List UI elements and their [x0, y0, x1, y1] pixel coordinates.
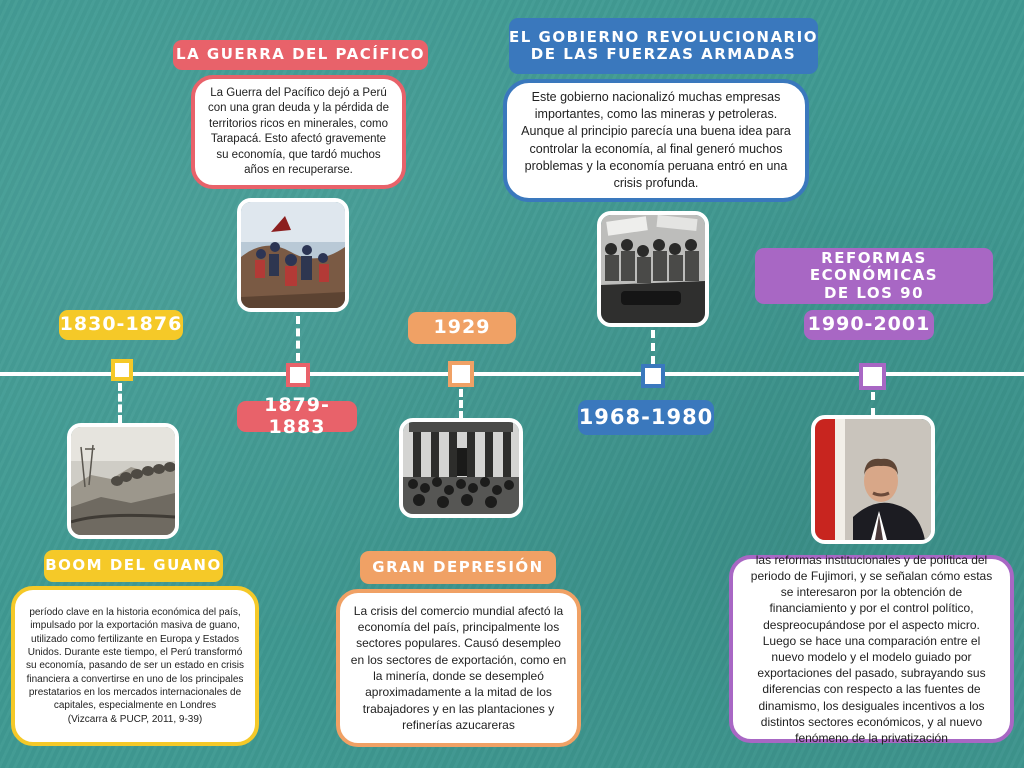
- event-card-pacifico: [191, 75, 406, 189]
- photo-pacifico: [237, 198, 349, 312]
- event-text-guano: período clave en la historia económica del país, impulsado por la exportación masiva de guano, utilizado como fertilizante en Europa y Estados Unidos. Durante este tiempo, el Perú transformó su economía, pasando de ser un estado en crisis financiera a convertirse en uno de los principales prestatarios en los mercados internacionales de capitales, especialmente en Londres (Vizcarra & PUCP, 2011, 9-39): [26, 607, 244, 725]
- timeline-marker-guano: [111, 359, 133, 381]
- event-title-guano: BOOM DEL GUANO: [44, 550, 223, 582]
- event-title-reformas-line1: REFORMAS ECONÓMICAS: [809, 249, 939, 285]
- connector-gobierno: [651, 330, 655, 364]
- connector-pacifico: [296, 316, 300, 361]
- photo-guano: [67, 423, 179, 539]
- connector-guano: [118, 383, 122, 423]
- event-title-depresion: GRAN DEPRESIÓN: [360, 551, 556, 584]
- event-text-reformas: las reformas institucionales y de política del periodo de Fujimori, y se señalan cómo estas se interesaron por la obtención de financiamiento y por el control político, despreocupándose por el aspecto micro. Luego se hace una comparación entre el nuevo modelo y el modelo guiado por exportaciones del pasado, subrayando sus diferencias con respecto a las fuentes de dinamismo, los desiguales incentivos a los distintos sectores económicos, y al nuevo fenómeno de la privatización: [750, 552, 993, 746]
- event-title-gobierno: [509, 18, 818, 74]
- event-text-depresion: La crisis del comercio mundial afectó la economía del país, principalmente los sectores populares. Causó desempleo en los sectores de exportación, como en la minería, donde se desempleó aproximadamente a la mitad de los trabajadores y en las plantaciones y refinerías azucareras: [350, 603, 567, 732]
- event-card-reformas: [729, 552, 1014, 746]
- photo-reformas: [811, 415, 935, 544]
- timeline-marker-depresion: [448, 361, 474, 387]
- event-title-gobierno-line1: EL GOBIERNO REVOLUCIONARIO: [509, 27, 818, 46]
- photo-gobierno: [597, 211, 709, 327]
- event-title-gobierno-line2: DE LAS FUERZAS ARMADAS: [530, 45, 797, 63]
- event-card-guano: [11, 586, 259, 746]
- event-title-reformas: [755, 248, 993, 304]
- timeline-marker-reformas: [859, 363, 886, 390]
- event-text-gobierno: Este gobierno nacionalizó muchas empresas importantes, como las mineras y petroleras. Aunque al principio parecía una buena idea para controlar la economía, al final generó muchos problemas y la economía peruana entró en una crisis profunda.: [521, 89, 791, 191]
- timeline-marker-pacifico: [286, 363, 310, 387]
- connector-depresion: [459, 389, 463, 419]
- connector-reformas: [871, 392, 875, 416]
- year-label-gobierno: 1968-1980: [578, 400, 714, 435]
- event-title-reformas-line2: DE LOS 90: [823, 283, 925, 302]
- year-label-guano: 1830-1876: [59, 310, 183, 340]
- photo-depresion: [399, 418, 523, 518]
- event-text-pacifico: La Guerra del Pacífico dejó a Perú con una gran deuda y la pérdida de territorios ricos en minerales, como Tarapacá. Esto afectó gravemente su economía, que tardó muchos años en recuperarse.: [208, 86, 389, 176]
- timeline-marker-gobierno: [641, 364, 665, 388]
- year-label-reformas: 1990-2001: [804, 310, 934, 340]
- event-card-gobierno: [503, 79, 809, 202]
- year-label-depresion: 1929: [408, 312, 516, 344]
- event-title-pacifico: LA GUERRA DEL PACÍFICO: [173, 40, 428, 70]
- year-label-pacifico: 1879-1883: [237, 401, 357, 432]
- event-card-depresion: [336, 589, 581, 747]
